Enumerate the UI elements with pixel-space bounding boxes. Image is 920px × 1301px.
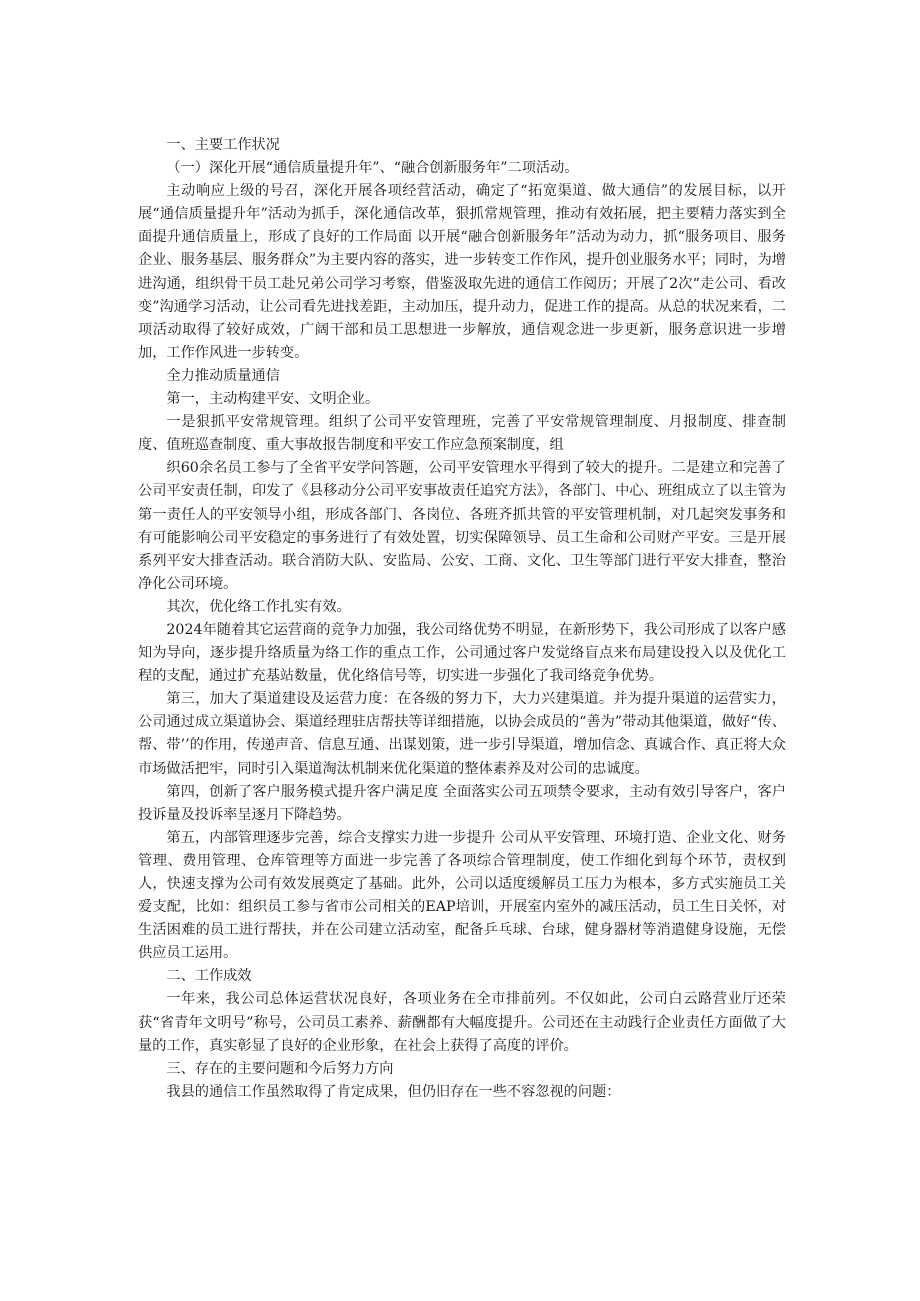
document-body: [138, 134, 786, 1104]
paragraph-results: 一年来，我公司总体运营状况良好，各项业务在全市排前列。不仅如此，公司白云路营业厅还荣获“省青年文明号”称号，公司员工素养、薪酬都有大幅度提升。公司还在主动践行企业责任方面做了大量的工作，真实彰显了良好的企业形象，在社会上获得了高度的评价。: [138, 991, 786, 1054]
paragraph-third: 第三，加大了渠道建设及运营力度：在各级的努力下，大力兴建渠道。并为提升渠道的运营实力，公司通过成立渠道协会、渠道经理驻店帮扶等详细措施，以协会成员的“善为”带动其他渠道，做好“传、帮、带’’的作用，传递声音、信息互通、出谋划策，进一步引导渠道，增加信念、真诚合作、真正将大众市场做活把牢，同时引入渠道淘汰机制来优化渠道的整体素养及对公司的忠诚度。: [138, 691, 786, 777]
subsection-heading-quality: 全力推动质量通信: [166, 367, 280, 384]
section-heading-2: 二、工作成效: [166, 968, 252, 985]
paragraph-safety-1: 一是狠抓平安常规管理。组织了公司平安管理班，完善了平安常规管理制度、月报制度、排查制度、值班巡查制度、重大事故报告制度和平安工作应急预案制度，组: [138, 414, 786, 454]
section-heading-1: 一、主要工作状况: [166, 137, 280, 153]
paragraph-second: 其次，优化络工作扎实有效。: [166, 598, 351, 615]
paragraph-fifth: 第五，内部管理逐步完善，综合支撑实力进一步提升 公司从平安管理、环境打造、企业文化、财务管理、费用管理、仓库管理等方面进一步完善了各项综合管理制度，使工作细化到每个环节，责权到人，快速支撑为公司有效发展奠定了基础。此外，公司以适度缓解员工压力为根本，多方式实施员工关爱支配，比如：组织员工参与省市公司相关的EAP培训，开展室内室外的减压活动，员工生日关怀，对生活困难的员工进行帮扶，并在公司建立活动室，配备乒乓球、台球，健身器材等消遣健身设施，无偿供应员工运用。: [138, 829, 786, 962]
paragraph-problems: 我县的通信工作虽然取得了肯定成果，但仍旧存在一些不容忽视的问题：: [166, 1083, 621, 1100]
paragraph-safety-2: 织60余名员工参与了全省平安学问答题，公司平安管理水平得到了较大的提升。二是建立和完善了公司平安责任制，印发了《县移动分公司平安事故责任追究方法》，各部门、中心、班组成立了以主管为第一责任人的平安领导小组，形成各部门、各岗位、各班齐抓共管的平安管理机制，对几起突发事务和有可能影响公司平安稳定的事务进行了有效处置，切实保障领导、员工生命和公司财产平安。三是开展系列平安大排查活动。联合消防大队、安监局、公安、工商、文化、卫生等部门进行平安大排查，整治净化公司环境。: [138, 460, 786, 592]
paragraph-fourth: 第四，创新了客户服务模式提升客户满足度 全面落实公司五项禁令要求，主动有效引导客户，客户投诉量及投诉率呈逐月下降趋势。: [138, 783, 786, 823]
paragraph-network: 2024年随着其它运营商的竞争力加强，我公司络优势不明显，在新形势下，我公司形成了以客户感知为导向，逐步提升络质量为络工作的重点工作，公司通过客户发觉络盲点来布局建设投入以及优化工程的支配，通过扩充基站数量，优化络信号等，切实进一步强化了我司络竞争优势。: [138, 621, 786, 685]
paragraph-first: 第一，主动构建平安、文明企业。: [166, 391, 380, 408]
section-heading-3: 三、存在的主要问题和今后努力方向: [166, 1060, 394, 1077]
paragraph-activities: 主动响应上级的号召，深化开展各项经营活动，确定了“拓宽渠道、做大通信”的发展目标，以开展“通信质量提升年”活动为抓手，深化通信改革，狠抓常规管理，推动有效拓展，把主要精力落实到全面提升通信质量上，形成了良好的工作局面 以开展“融合创新服务年”活动为动力，抓“服务项目、服务企业、服务基层、服务群众”为主要内容的落实，进一步转变工作作风，提升创业服务水平；同时，为增进沟通，组织骨干员工赴兄弟公司学习考察，借鉴汲取先进的通信工作阅历；开展了2次“走公司、看改变”沟通学习活动，让公司看先进找差距，主动加压，提升动力，促进工作的提高。从总的状况来看，二项活动取得了较好成效，广阔干部和员工思想进一步解放，通信观念进一步更新，服务意识进一步增加，工作作风进一步转变。: [138, 183, 786, 361]
subsection-heading-1: （一）深化开展“通信质量提升年”、“融合创新服务年”二项活动。: [166, 160, 579, 177]
